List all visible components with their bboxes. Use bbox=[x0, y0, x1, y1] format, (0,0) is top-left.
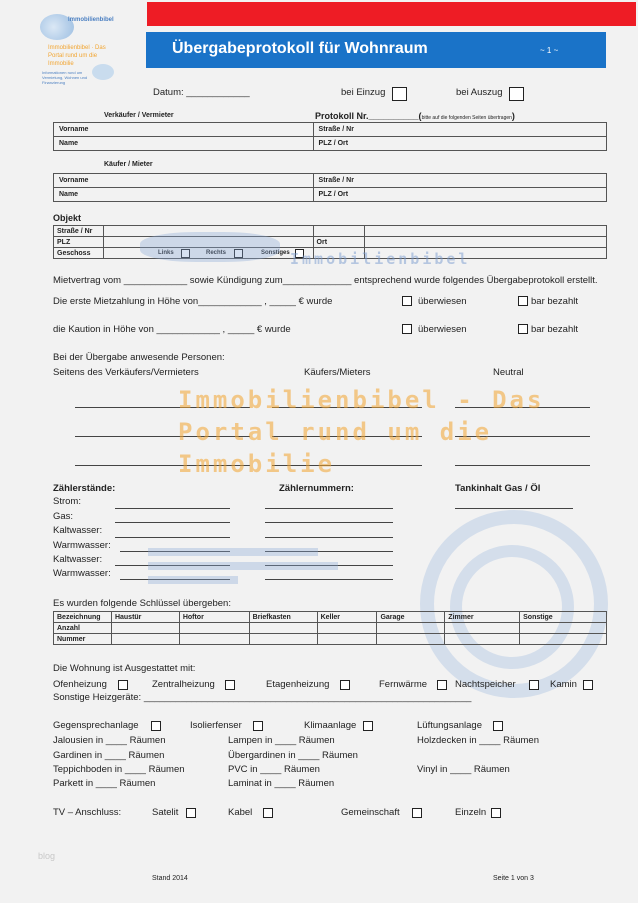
zaehler-row-label: Kaltwasser: bbox=[53, 525, 103, 536]
tv-option-label: Einzeln bbox=[455, 807, 487, 818]
schluessel-cell[interactable] bbox=[317, 634, 377, 645]
ueberwiesen-label: überwiesen bbox=[418, 324, 467, 335]
parkett-field[interactable]: Parkett in ____ Räumen bbox=[53, 778, 156, 789]
zaehlernummer-line[interactable] bbox=[265, 522, 393, 523]
logo-slogan-line: Immobilie bbox=[48, 61, 74, 67]
schluessel-cell[interactable] bbox=[111, 634, 179, 645]
auszug-label: bei Auszug bbox=[456, 87, 503, 98]
kaution-text: die Kaution in Höhe von ____________ , _____ € wurde bbox=[53, 324, 291, 335]
blur-text-bar bbox=[148, 548, 318, 556]
zaehlernummern-heading: Zählernummern: bbox=[279, 483, 354, 494]
klimaanlage-checkbox[interactable] bbox=[363, 721, 373, 731]
schluessel-cell[interactable] bbox=[111, 623, 179, 634]
watermark-line: Portal rund um die bbox=[178, 418, 493, 446]
sonstiges-label: Sonstiges bbox=[261, 250, 290, 256]
ofenheizung-checkbox[interactable] bbox=[118, 680, 128, 690]
zaehler-row-label: Warmwasser: bbox=[53, 568, 111, 579]
ueberwiesen-label: überwiesen bbox=[418, 296, 467, 307]
gemeinschaft-checkbox[interactable] bbox=[412, 808, 422, 818]
bar-label: bar bezahlt bbox=[531, 296, 579, 307]
uebergardinen-field[interactable]: Übergardinen in ____ Räumen bbox=[228, 750, 358, 761]
objekt-ort-cell bbox=[313, 237, 365, 248]
anzahl-label: Anzahl bbox=[57, 624, 80, 632]
stand-label: Stand 2014 bbox=[152, 875, 188, 882]
objekt-plz-cell bbox=[54, 237, 104, 248]
zaehler-row-label: Warmwasser: bbox=[53, 540, 111, 551]
objekt-empty-cell bbox=[313, 226, 365, 237]
schluessel-cell[interactable] bbox=[520, 623, 607, 634]
blur-text-bar bbox=[148, 576, 238, 584]
neutral-label: Neutral bbox=[493, 367, 524, 378]
gegensprechanlage-checkbox[interactable] bbox=[151, 721, 161, 731]
person-line[interactable] bbox=[455, 465, 590, 466]
kabel-checkbox[interactable] bbox=[263, 808, 273, 818]
lampen-field[interactable]: Lampen in ____ Räumen bbox=[228, 735, 335, 746]
logo-slogan-line: Immobilienbibel · Das bbox=[48, 45, 106, 51]
logo-small-text bbox=[42, 70, 87, 85]
seitens-label: Seitens des Verkäufers/Vermieters bbox=[53, 367, 199, 378]
mietvertrag-text: Mietvertrag vom ____________ sowie Kündigung zum_____________ entsprechend wurde folgendes Übergabeprotokoll erstellt. bbox=[53, 275, 598, 286]
schluessel-cell[interactable] bbox=[377, 623, 445, 634]
name-cell[interactable] bbox=[54, 188, 314, 202]
objekt-geschoss-cell bbox=[54, 248, 104, 259]
zaehler-row-label: Gas: bbox=[53, 511, 74, 522]
objekt-geschoss-label: Geschoss bbox=[57, 249, 91, 257]
vorname-label: Vorname bbox=[59, 126, 89, 133]
protokoll-nr-label: Protokoll Nr.__________( bbox=[315, 111, 422, 121]
zaehlerstand-line[interactable] bbox=[115, 522, 230, 523]
kaution-ueberwiesen-checkbox[interactable] bbox=[402, 324, 412, 334]
name-label: Name bbox=[59, 191, 79, 198]
logo-swoosh-icon bbox=[92, 64, 114, 80]
schluessel-cell[interactable] bbox=[249, 623, 317, 634]
vinyl-field[interactable]: Vinyl in ____ Räumen bbox=[417, 764, 510, 775]
verkaeufer-table bbox=[53, 122, 607, 151]
schluessel-cell[interactable] bbox=[445, 634, 520, 645]
nachtspeicher-checkbox[interactable] bbox=[529, 680, 539, 690]
zentralheizung-checkbox[interactable] bbox=[225, 680, 235, 690]
einzug-checkbox[interactable] bbox=[392, 87, 407, 101]
teppichboden-field[interactable]: Teppichboden in ____ Räumen bbox=[53, 764, 185, 775]
objekt-empty-cell[interactable] bbox=[365, 226, 607, 237]
schluessel-header-label: Haustür bbox=[114, 613, 142, 621]
schluessel-header-label: Briefkasten bbox=[252, 613, 291, 621]
sonstige-heizgeraete-field[interactable]: Sonstige Heizgeräte: ______________________________________________________________ bbox=[53, 692, 472, 703]
name-cell[interactable] bbox=[54, 137, 314, 151]
schluessel-cell[interactable] bbox=[377, 634, 445, 645]
document-title: Übergabeprotokoll für Wohnraum bbox=[172, 40, 428, 57]
objekt-ort-label: Ort bbox=[316, 238, 328, 246]
page-number: Seite 1 von 3 bbox=[493, 875, 534, 882]
datum-field[interactable]: Datum: ____________ bbox=[153, 87, 250, 98]
plz-cell[interactable] bbox=[313, 137, 606, 151]
strasse-cell[interactable] bbox=[313, 123, 606, 137]
watermark-mid: Immobilienbibel bbox=[290, 250, 471, 268]
vorname-cell[interactable] bbox=[54, 123, 314, 137]
plz-label: PLZ / Ort bbox=[318, 191, 349, 198]
links-label: Links bbox=[158, 250, 174, 256]
schluessel-header bbox=[54, 612, 112, 623]
schluessel-header bbox=[249, 612, 317, 623]
zaehler-row-label: Strom: bbox=[53, 496, 81, 507]
schluessel-cell[interactable] bbox=[249, 634, 317, 645]
schluessel-header-label: Keller bbox=[320, 613, 341, 621]
gardinen-field[interactable]: Gardinen in ____ Räumen bbox=[53, 750, 165, 761]
tv-option-label: Satelit bbox=[152, 807, 179, 818]
rechts-label: Rechts bbox=[206, 250, 227, 256]
schluessel-header bbox=[520, 612, 607, 623]
schluessel-header bbox=[317, 612, 377, 623]
fernwaerme-checkbox[interactable] bbox=[437, 680, 447, 690]
heizung-label: Zentralheizung bbox=[152, 679, 215, 690]
schluessel-header-label: Zimmer bbox=[448, 613, 474, 621]
tv-option-label: Kabel bbox=[228, 807, 253, 818]
kamin-checkbox[interactable] bbox=[583, 680, 593, 690]
protokoll-hint: bitte auf die folgenden Seiten übertragen bbox=[421, 115, 512, 121]
strasse-label: Straße / Nr bbox=[318, 177, 354, 184]
watermark-line: Immobilie bbox=[178, 450, 336, 478]
zaehlernummer-line[interactable] bbox=[265, 579, 393, 580]
objekt-heading: Objekt bbox=[53, 213, 82, 223]
schluessel-header bbox=[445, 612, 520, 623]
watermark-arc-icon bbox=[450, 545, 574, 669]
mietzahlung-text: Die erste Mietzahlung in Höhe von____________ , _____ € wurde bbox=[53, 296, 333, 307]
isolierfenster-checkbox[interactable] bbox=[253, 721, 263, 731]
einzug-label: bei Einzug bbox=[341, 87, 386, 98]
auszug-checkbox[interactable] bbox=[509, 87, 524, 101]
anwesend-heading: Bei der Übergabe anwesende Personen: bbox=[53, 352, 225, 363]
zaehlerstand-line[interactable] bbox=[115, 537, 230, 538]
schluessel-header-label: Bezeichnung bbox=[57, 613, 101, 621]
plz-label: PLZ / Ort bbox=[318, 140, 349, 147]
bar-label: bar bezahlt bbox=[531, 324, 579, 335]
kaution-bar-checkbox[interactable] bbox=[518, 324, 528, 334]
schluessel-header bbox=[377, 612, 445, 623]
lueftungsanlage-checkbox[interactable] bbox=[493, 721, 503, 731]
zaehlerstand-line[interactable] bbox=[115, 508, 230, 509]
ausstattung-label: Lüftungsanlage bbox=[417, 720, 482, 731]
zaehlernummer-line[interactable] bbox=[265, 537, 393, 538]
strasse-label: Straße / Nr bbox=[318, 126, 354, 133]
blog-watermark: blog bbox=[38, 851, 56, 861]
schluessel-heading: Es wurden folgende Schlüssel übergeben: bbox=[53, 598, 231, 609]
holzdecken-field[interactable]: Holzdecken in ____ Räumen bbox=[417, 735, 539, 746]
zaehlernummer-line[interactable] bbox=[265, 508, 393, 509]
laminat-field[interactable]: Laminat in ____ Räumen bbox=[228, 778, 335, 789]
objekt-plz-label: PLZ bbox=[57, 238, 71, 246]
schluessel-cell[interactable] bbox=[520, 634, 607, 645]
heizung-label: Kamin bbox=[550, 679, 577, 690]
mietzahlung-bar-checkbox[interactable] bbox=[518, 296, 528, 306]
logo-title: Immobilienbibel bbox=[68, 17, 114, 23]
ausstattung-label: Gegensprechanlage bbox=[53, 720, 139, 731]
schluessel-row-label bbox=[54, 623, 112, 634]
logo-small-line: Finanzierung bbox=[42, 80, 66, 85]
vorname-label: Vorname bbox=[59, 177, 89, 184]
zaehlerstaende-heading: Zählerstände: bbox=[53, 483, 116, 494]
schluessel-table bbox=[53, 611, 607, 645]
logo-slogan-line: Portal rund um die bbox=[48, 53, 98, 59]
vorname-cell[interactable] bbox=[54, 174, 314, 188]
page-marker: ~ 1 ~ bbox=[540, 46, 559, 55]
objekt-strasse-cell bbox=[54, 226, 104, 237]
mietzahlung-ueberwiesen-checkbox[interactable] bbox=[402, 296, 412, 306]
pvc-field[interactable]: PVC in ____ Räumen bbox=[228, 764, 320, 775]
schluessel-cell[interactable] bbox=[445, 623, 520, 634]
name-label: Name bbox=[59, 140, 79, 147]
objekt-ort-value[interactable] bbox=[365, 237, 607, 248]
schluessel-cell[interactable] bbox=[179, 623, 249, 634]
heizung-label: Ofenheizung bbox=[53, 679, 107, 690]
header-red-bar bbox=[147, 2, 636, 26]
schluessel-header bbox=[179, 612, 249, 623]
plz-cell[interactable] bbox=[313, 188, 606, 202]
kaeufer-table bbox=[53, 173, 607, 202]
verkaeufer-heading: Verkäufer / Vermieter bbox=[104, 112, 174, 119]
heizung-label: Fernwärme bbox=[379, 679, 428, 690]
strasse-cell[interactable] bbox=[313, 174, 606, 188]
heizung-label: Nachtspeicher bbox=[455, 679, 516, 690]
nummer-label: Nummer bbox=[57, 635, 86, 643]
jalousien-field[interactable]: Jalousien in ____ Räumen bbox=[53, 735, 166, 746]
kaeufer-mieter-label: Käufers/Mieters bbox=[304, 367, 371, 378]
schluessel-header-label: Garage bbox=[380, 613, 405, 621]
heizung-label: Etagenheizung bbox=[266, 679, 330, 690]
watermark-line: Immobilienbibel - Das bbox=[178, 386, 545, 414]
schluessel-header-label: Hoftor bbox=[182, 613, 204, 621]
watermark-globe-blur bbox=[140, 232, 280, 262]
tankinhalt-line[interactable] bbox=[455, 508, 573, 509]
kaeufer-heading: Käufer / Mieter bbox=[104, 161, 153, 168]
schluessel-header-label: Sonstige bbox=[523, 613, 553, 621]
zaehler-row-label: Kaltwasser: bbox=[53, 554, 103, 565]
schluessel-row-label bbox=[54, 634, 112, 645]
ausstattung-label: Klimaanlage bbox=[304, 720, 357, 731]
etagenheizung-checkbox[interactable] bbox=[340, 680, 350, 690]
schluessel-header bbox=[111, 612, 179, 623]
satelit-checkbox[interactable] bbox=[186, 808, 196, 818]
logo-small-line: Informationen rund um bbox=[42, 70, 83, 75]
protokoll-nr-field[interactable] bbox=[315, 111, 515, 121]
protokoll-close: ) bbox=[511, 111, 515, 121]
einzeln-checkbox[interactable] bbox=[491, 808, 501, 818]
schluessel-cell[interactable] bbox=[179, 634, 249, 645]
logo-small-line: Vermietung, Wohnen und bbox=[42, 75, 88, 80]
ausstattung-heading: Die Wohnung ist Ausgestattet mit: bbox=[53, 663, 196, 674]
ausstattung-label: Isolierfenser bbox=[190, 720, 242, 731]
tv-option-label: Gemeinschaft bbox=[341, 807, 400, 818]
schluessel-cell[interactable] bbox=[317, 623, 377, 634]
tankinhalt-heading: Tankinhalt Gas / Öl bbox=[455, 483, 541, 494]
blur-text-bar bbox=[148, 562, 338, 570]
tv-anschluss-label: TV – Anschluss: bbox=[53, 807, 122, 818]
objekt-strasse-label: Straße / Nr bbox=[57, 227, 93, 235]
